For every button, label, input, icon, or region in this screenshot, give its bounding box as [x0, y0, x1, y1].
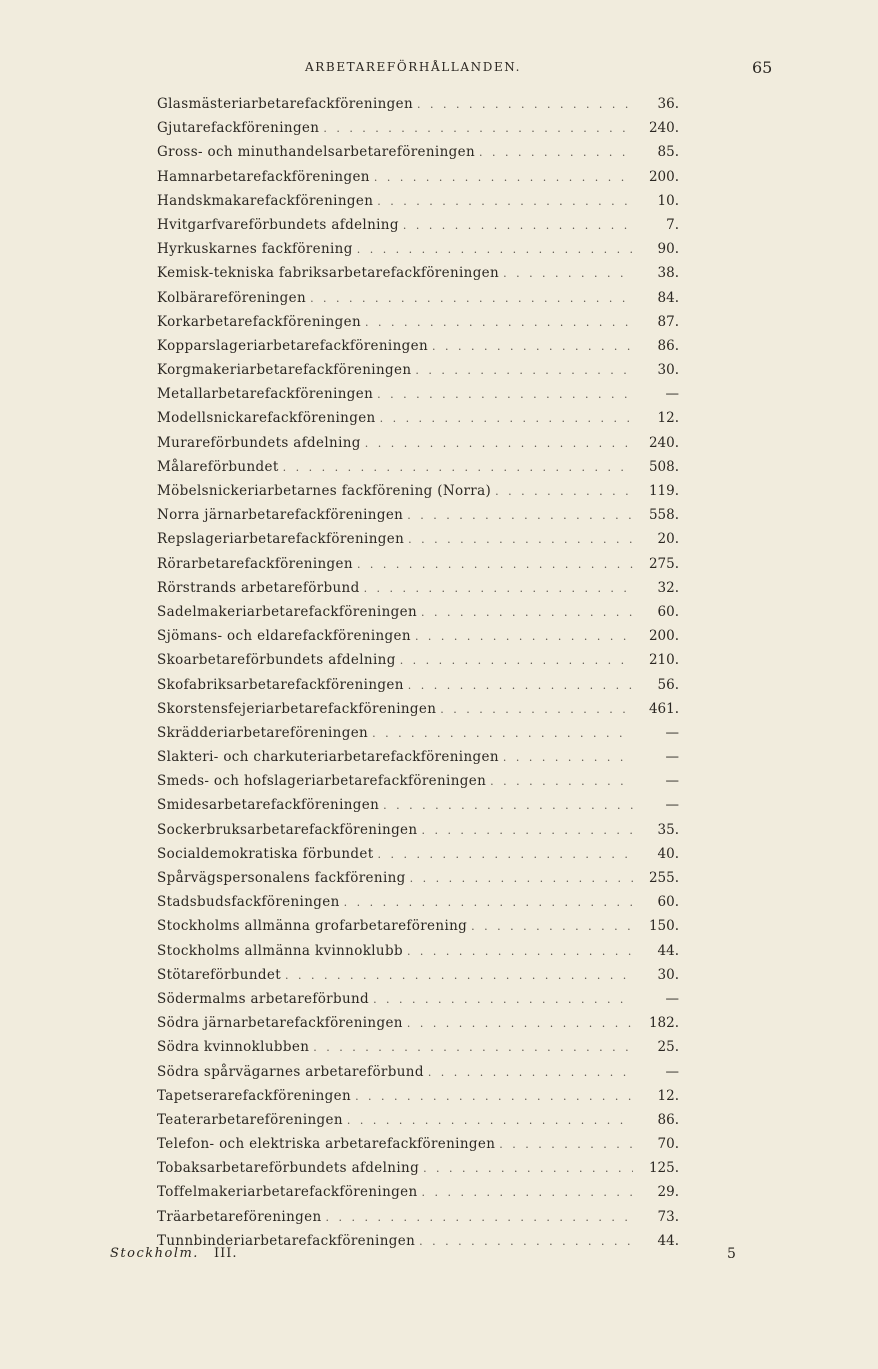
entry-value: 86. — [657, 337, 679, 354]
list-item — [157, 1156, 679, 1180]
entry-value: 87. — [657, 313, 679, 330]
dot-leader — [440, 698, 633, 722]
entry-name: Södermalms arbetareförbund — [157, 990, 370, 1007]
list-item — [157, 673, 679, 697]
entry-value: 44. — [657, 1232, 679, 1249]
entry-name: Norra järnarbetarefackföreningen — [157, 507, 404, 524]
entry-value: 29. — [657, 1184, 679, 1201]
dot-leader — [380, 407, 633, 431]
dot-leader — [421, 601, 633, 625]
entry-name: Socialdemokratiska förbundet — [157, 845, 374, 862]
list-item — [157, 286, 679, 310]
entry-value: 25. — [657, 1039, 679, 1056]
entry-value: 7. — [666, 216, 679, 233]
entry-name: Repslageriarbetarefackföreningen — [157, 531, 405, 548]
dot-leader — [422, 1181, 633, 1205]
sheet-number: 5 — [727, 1246, 736, 1262]
list-item — [157, 1180, 679, 1204]
dot-leader — [499, 1133, 633, 1157]
entry-name: Skoarbetareförbundets afdelning — [157, 652, 396, 669]
entry-value: 86. — [657, 1111, 679, 1128]
entry-value: 90. — [657, 241, 679, 258]
signature-line — [110, 1246, 740, 1266]
entry-name: Södra kvinnoklubben — [157, 1039, 310, 1056]
list-item — [157, 189, 679, 213]
entry-value: 44. — [657, 942, 679, 959]
dot-leader — [490, 770, 633, 794]
list-item — [157, 745, 679, 769]
entry-name: Tunnbinderiarbetarefackföreningen — [157, 1232, 416, 1249]
entry-value: — — [665, 724, 679, 741]
dot-leader — [355, 1085, 633, 1109]
dot-leader — [357, 238, 633, 262]
dot-leader — [310, 287, 633, 311]
entry-name: Södra järnarbetarefackföreningen — [157, 1015, 403, 1032]
entry-name: Möbelsnickeriarbetarnes fackförening (Norra) — [157, 483, 492, 499]
dot-leader — [415, 359, 633, 383]
entry-value: — — [665, 749, 679, 766]
entry-value: 38. — [657, 265, 679, 282]
entry-value: — — [665, 797, 679, 814]
list-item — [157, 624, 679, 648]
entry-name: Tobaksarbetareförbundets afdelning — [157, 1160, 420, 1177]
list-item — [157, 721, 679, 745]
entry-name: Rörarbetarefackföreningen — [157, 555, 353, 572]
entry-name: Murareförbundets afdelning — [157, 434, 361, 451]
entry-value: 508. — [648, 458, 679, 475]
dot-leader — [365, 311, 633, 335]
dot-leader — [357, 553, 633, 577]
dot-leader — [365, 432, 633, 456]
entry-value: 32. — [657, 579, 679, 596]
list-item — [157, 310, 679, 334]
dot-leader — [283, 456, 633, 480]
dot-leader — [408, 528, 633, 552]
entry-value: 70. — [657, 1136, 679, 1153]
entry-value: 60. — [657, 894, 679, 911]
dot-leader — [403, 214, 633, 238]
list-item — [157, 503, 679, 527]
entry-value: — — [665, 1063, 679, 1080]
dot-leader — [313, 1036, 633, 1060]
list-item — [157, 527, 679, 551]
list-item — [157, 576, 679, 600]
running-head — [0, 58, 878, 78]
list-item — [157, 866, 679, 890]
entry-value: 30. — [657, 362, 679, 379]
dot-leader — [323, 117, 633, 141]
entry-name: Stadsbudsfackföreningen — [157, 894, 340, 911]
dot-leader — [407, 940, 633, 964]
dot-leader — [495, 480, 633, 504]
entry-name: Träarbetareföreningen — [157, 1208, 322, 1225]
entry-name: Telefon- och elektriska arbetarefackföreningen — [157, 1136, 496, 1153]
entry-name: Slakteri- och charkuteriarbetarefackföreningen — [157, 749, 499, 766]
list-item — [157, 1011, 679, 1035]
entry-name: Skorstensfejeriarbetarefackföreningen — [157, 700, 437, 717]
list-item — [157, 1060, 679, 1084]
list-item — [157, 914, 679, 938]
list-item — [157, 648, 679, 672]
dot-leader — [374, 166, 633, 190]
entry-name: Hyrkuskarnes fackförening — [157, 241, 353, 258]
list-item — [157, 1108, 679, 1132]
entry-name: Skrädderiarbetareföreningen — [157, 724, 369, 741]
list-item — [157, 116, 679, 140]
list-item — [157, 890, 679, 914]
entry-value: 461. — [648, 700, 679, 717]
entry-name: Stockholms allmänna grofarbetareförening — [157, 918, 468, 935]
dot-leader — [364, 577, 633, 601]
list-item — [157, 334, 679, 358]
list-item — [157, 431, 679, 455]
list-item — [157, 1205, 679, 1229]
entry-name: Målareförbundet — [157, 458, 279, 475]
list-item — [157, 600, 679, 624]
dot-leader — [347, 1109, 633, 1133]
list-item — [157, 987, 679, 1011]
dot-leader — [407, 504, 633, 528]
dot-leader — [408, 674, 633, 698]
entry-name: Sockerbruksarbetarefackföreningen — [157, 821, 418, 838]
dot-leader — [503, 746, 633, 770]
list-item — [157, 237, 679, 261]
running-title: ARBETAREFÖRHÅLLANDEN. — [305, 60, 522, 74]
list-item — [157, 842, 679, 866]
list-item — [157, 939, 679, 963]
entry-name: Södra spårvägarnes arbetareförbund — [157, 1063, 424, 1080]
dot-leader — [471, 915, 633, 939]
list-item — [157, 406, 679, 430]
list-item — [157, 697, 679, 721]
entry-name: Modellsnickarefackföreningen — [157, 410, 376, 427]
entry-name: Korgmakeriarbetarefackföreningen — [157, 362, 412, 379]
entry-value: — — [665, 990, 679, 1007]
list-item — [157, 1132, 679, 1156]
entry-value: 10. — [657, 192, 679, 209]
dot-leader — [326, 1206, 633, 1230]
list-item — [157, 818, 679, 842]
entry-name: Stötareförbundet — [157, 966, 281, 983]
entry-name: Kopparslageriarbetarefackföreningen — [157, 337, 429, 354]
entry-value: 84. — [657, 289, 679, 306]
entry-value: 30. — [657, 966, 679, 983]
dot-leader — [479, 141, 633, 165]
entry-value: 85. — [657, 144, 679, 161]
entry-name: Sjömans- och eldarefackföreningen — [157, 628, 411, 645]
entry-value: 210. — [648, 652, 679, 669]
entry-name: Rörstrands arbetareförbund — [157, 579, 360, 596]
entry-name: Kolbärareföreningen — [157, 289, 307, 306]
list-item — [157, 92, 679, 116]
dot-leader — [421, 819, 633, 843]
list-item — [157, 793, 679, 817]
entry-value: 182. — [648, 1015, 679, 1032]
dot-leader — [417, 93, 633, 117]
entry-name: Handskmakarefackföreningen — [157, 192, 374, 209]
dot-leader — [423, 1157, 633, 1181]
entry-name: Skofabriksarbetarefackföreningen — [157, 676, 404, 693]
entry-name: Hvitgarfvareförbundets afdelning — [157, 216, 399, 233]
list-item — [157, 261, 679, 285]
entry-name: Kemisk-tekniska fabriksarbetarefackföreningen — [157, 265, 500, 282]
entry-value: 12. — [657, 410, 679, 427]
entry-name: Stockholms allmänna kvinnoklubb — [157, 942, 403, 959]
entry-value: 36. — [657, 96, 679, 112]
dot-leader — [432, 335, 633, 359]
dot-leader — [344, 891, 633, 915]
entry-value: 119. — [648, 483, 679, 499]
page-number: 65 — [752, 58, 773, 77]
dot-leader — [285, 964, 633, 988]
signature-mark: Stockholm. — [110, 1246, 199, 1261]
entry-value: 56. — [657, 676, 679, 693]
entry-value: — — [665, 773, 679, 790]
entry-value: 12. — [657, 1087, 679, 1104]
entry-name: Glasmästeriarbetarefackföreningen — [157, 96, 414, 112]
dot-leader — [377, 383, 633, 407]
entry-name: Smeds- och hofslageriarbetarefackföreningen — [157, 773, 487, 790]
entry-value: 200. — [648, 628, 679, 645]
list-item — [157, 455, 679, 479]
dot-leader — [400, 649, 633, 673]
entry-name: Teaterarbetareföreningen — [157, 1111, 343, 1128]
list-item — [157, 213, 679, 237]
entry-value: 255. — [648, 870, 679, 886]
list-item — [157, 552, 679, 576]
list-item — [157, 769, 679, 793]
entry-name: Korkarbetarefackföreningen — [157, 313, 362, 330]
dot-leader — [378, 843, 633, 867]
entry-value: 20. — [657, 531, 679, 548]
entry-value: 558. — [648, 507, 679, 524]
entry-value: 40. — [657, 845, 679, 862]
entry-value: 125. — [648, 1160, 679, 1177]
entry-name: Tapetserarefackföreningen — [157, 1087, 352, 1104]
entry-name: Smidesarbetarefackföreningen — [157, 797, 380, 814]
entry-value: 35. — [657, 821, 679, 838]
entry-value: 240. — [648, 434, 679, 451]
list-item — [157, 165, 679, 189]
entry-value: 73. — [657, 1208, 679, 1225]
entry-name: Hamnarbetarefackföreningen — [157, 168, 370, 185]
entry-value: — — [665, 386, 679, 403]
dot-leader — [372, 722, 633, 746]
dot-leader — [377, 190, 633, 214]
dot-leader — [503, 262, 633, 286]
entry-value: 150. — [648, 918, 679, 935]
list-item — [157, 963, 679, 987]
list-item — [157, 1084, 679, 1108]
dot-leader — [415, 625, 633, 649]
list-item — [157, 479, 679, 503]
entry-name: Gross- och minuthandelsarbetareföreningen — [157, 144, 475, 161]
entry-value: 200. — [648, 168, 679, 185]
list-item — [157, 358, 679, 382]
dot-leader — [373, 988, 633, 1012]
list-item — [157, 382, 679, 406]
list-item — [157, 140, 679, 164]
entry-name: Metallarbetarefackföreningen — [157, 386, 374, 403]
dot-leader — [410, 867, 633, 891]
entry-name: Sadelmakeriarbetarefackföreningen — [157, 603, 418, 620]
entry-value: 60. — [657, 603, 679, 620]
list-item — [157, 1035, 679, 1059]
dot-leader — [407, 1012, 633, 1036]
entry-value: 240. — [648, 120, 679, 137]
entry-name: Spårvägspersonalens fackförening — [157, 870, 406, 886]
entry-value: 275. — [648, 555, 679, 572]
dot-leader — [383, 794, 633, 818]
organization-list — [157, 92, 679, 1253]
dot-leader — [428, 1061, 633, 1085]
volume-mark: III. — [214, 1246, 238, 1261]
entry-name: Gjutarefackföreningen — [157, 120, 320, 137]
entry-name: Toffelmakeriarbetarefackföreningen — [157, 1184, 418, 1201]
